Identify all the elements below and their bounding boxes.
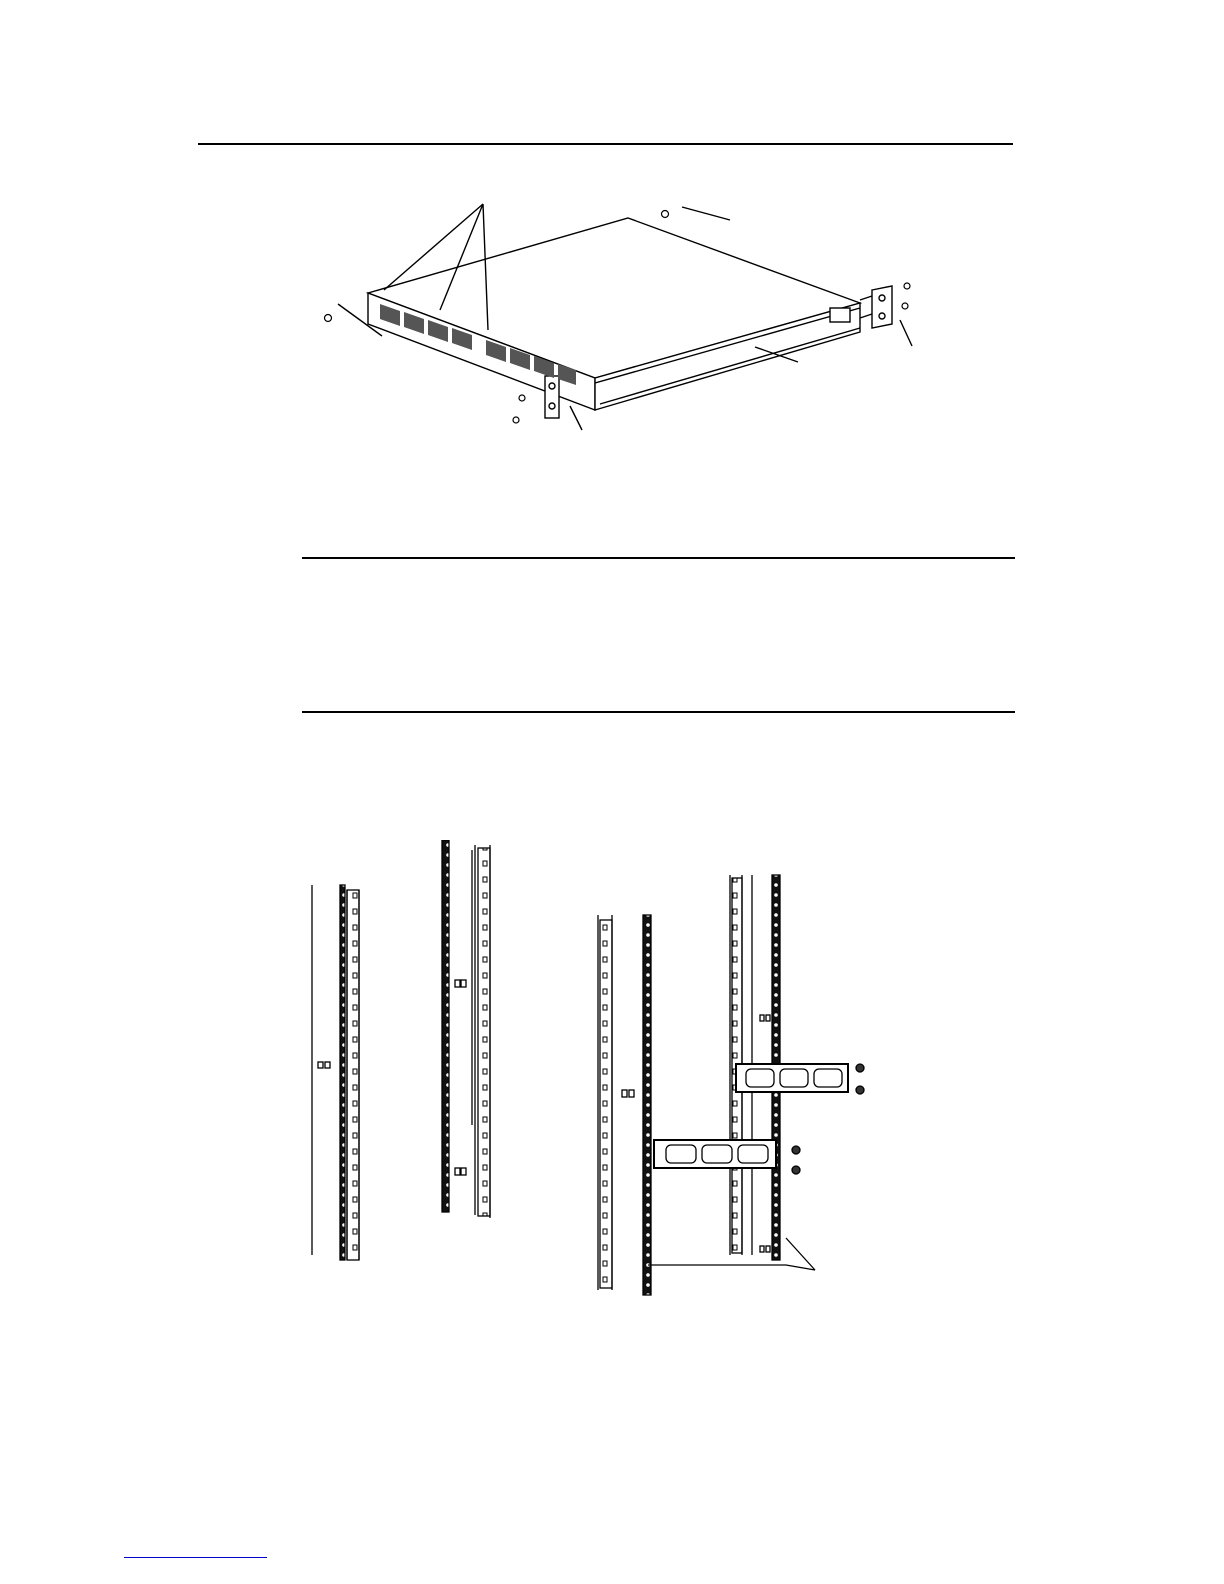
rack-rails-diagram <box>300 840 870 1305</box>
switch-chassis-illustration <box>300 190 940 440</box>
note-bottom-rule <box>302 711 1015 713</box>
footnote-rule <box>124 1557 267 1558</box>
header-rule <box>198 143 1013 145</box>
note-top-rule <box>302 557 1015 559</box>
switch-bracket-diagram <box>300 190 940 440</box>
rack-rails-illustration <box>300 840 870 1305</box>
